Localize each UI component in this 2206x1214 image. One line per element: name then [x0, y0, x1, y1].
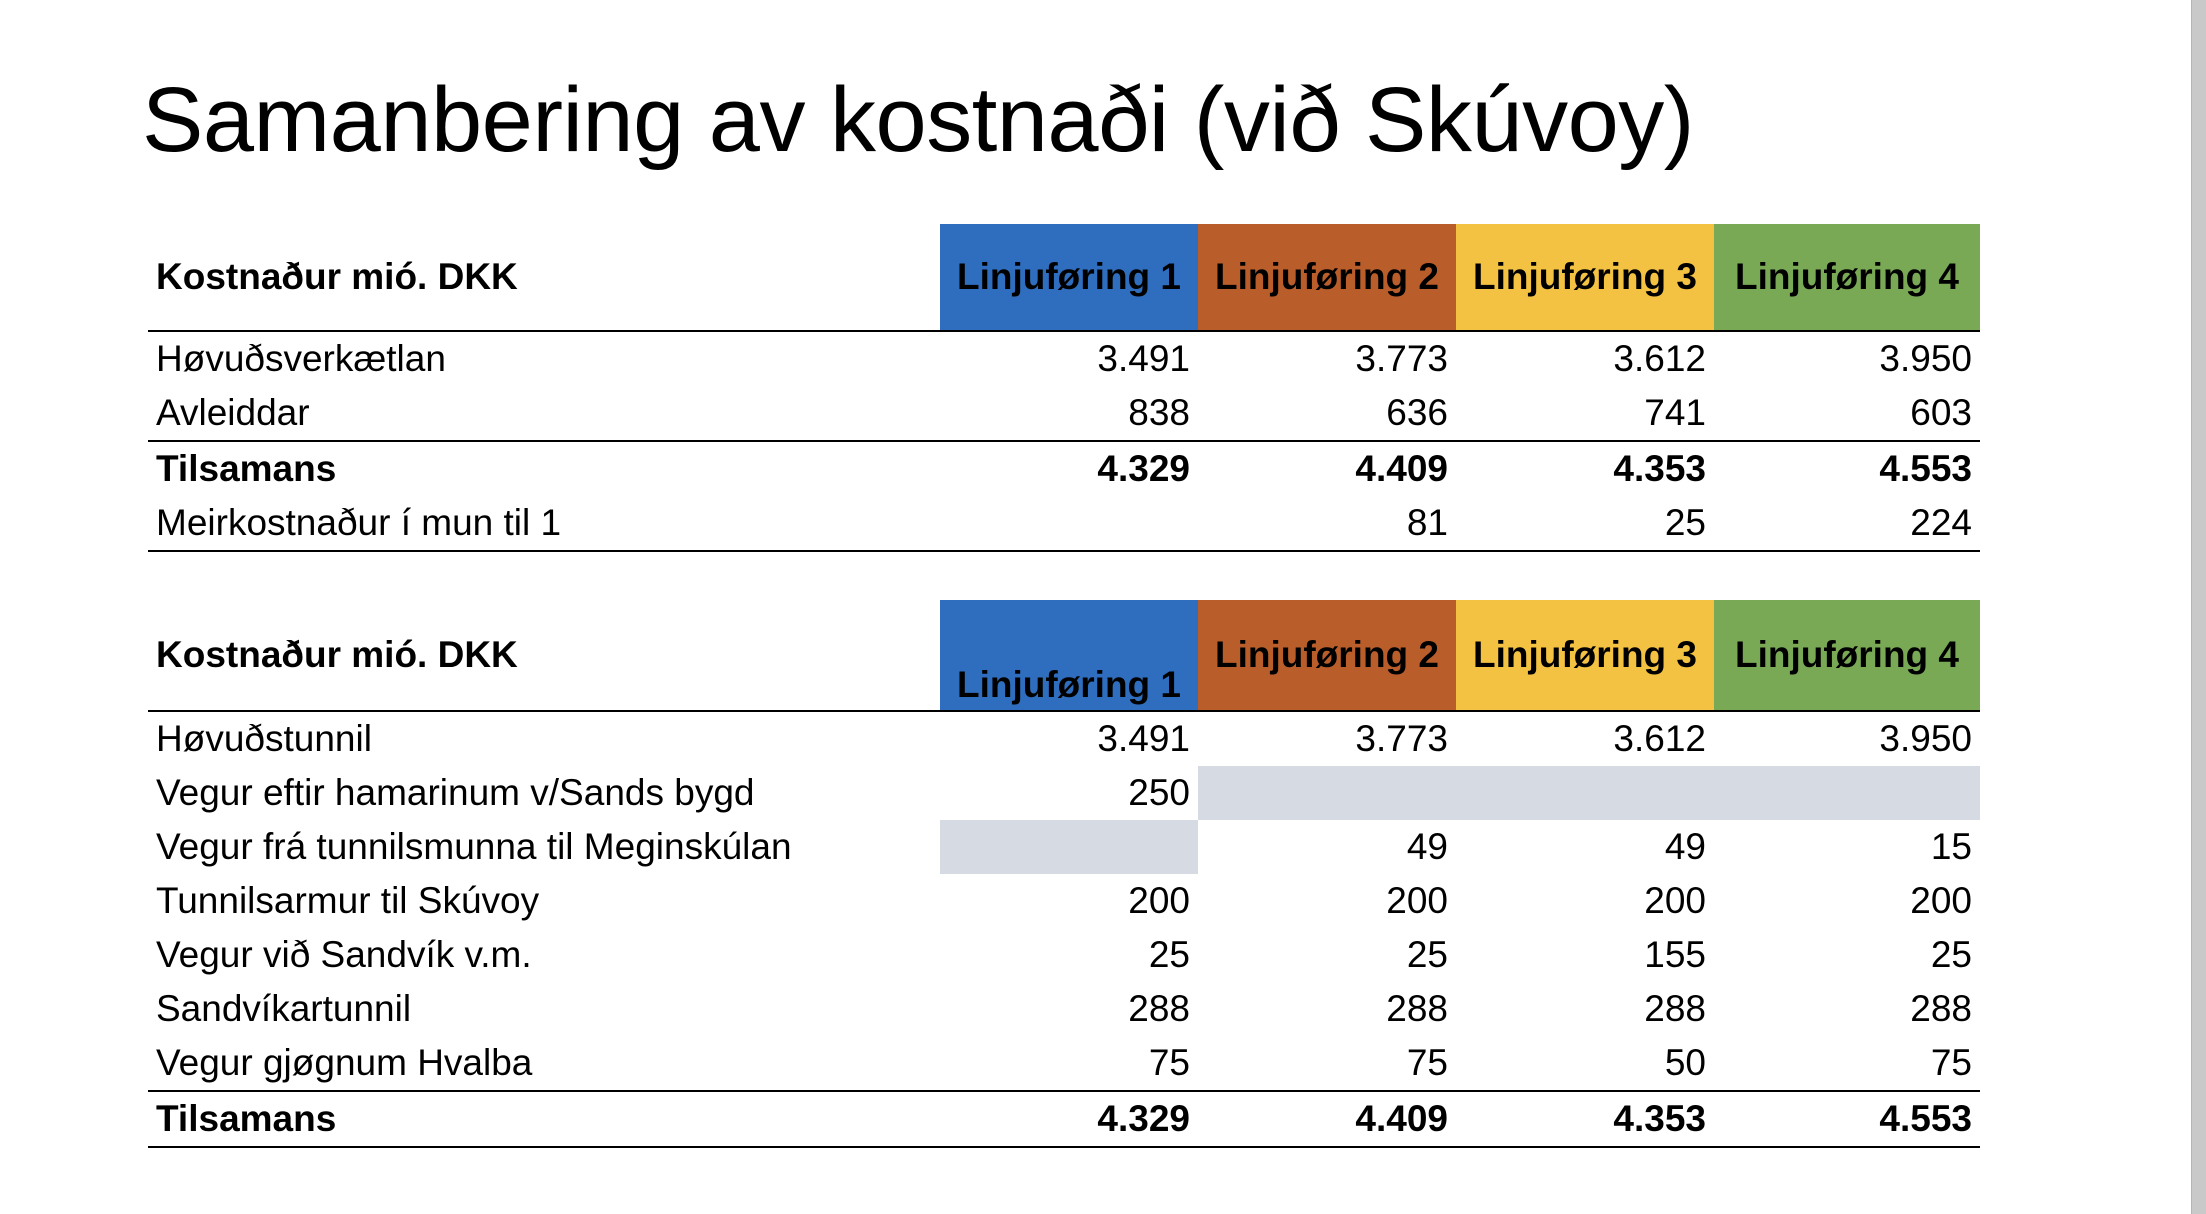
cell-value: 75 — [1406, 1042, 1448, 1083]
total-row — [148, 1091, 1980, 1147]
cell-value: 3.491 — [1097, 718, 1190, 759]
table-row — [148, 874, 1980, 928]
cell-value: 4.409 — [1198, 441, 1456, 496]
row-label: Vegur frá tunnilsmunna til Meginskúlan — [156, 826, 792, 867]
row-label: Avleiddar — [156, 392, 310, 433]
row-label: Høvuðsverkætlan — [156, 338, 446, 379]
cell-value: 603 — [1910, 392, 1972, 433]
row-label: Vegur eftir hamarinum v/Sands bygd — [156, 772, 755, 813]
row-header-label: Kostnaður mió. DKK — [148, 224, 940, 331]
cell-not-applicable — [1198, 766, 1456, 820]
cell-value: 81 — [1198, 496, 1456, 551]
cell-not-applicable — [940, 820, 1198, 874]
column-header-route-3: Linjuføring 3 — [1456, 224, 1714, 331]
table-row — [148, 711, 1980, 766]
table-row — [148, 928, 1980, 982]
column-header-route-2: Linjuføring 2 — [1198, 224, 1456, 331]
cell-value — [940, 496, 1198, 551]
cell-value: 288 — [1386, 988, 1448, 1029]
table-row — [148, 766, 1980, 820]
column-header-route-3: Linjuføring 3 — [1456, 600, 1714, 711]
cell-value: 50 — [1664, 1042, 1706, 1083]
cell-value: 25 — [1148, 934, 1190, 975]
cell-value: 4.353 — [1456, 1091, 1714, 1147]
cell-not-applicable — [1714, 766, 1980, 820]
cell-value: 75 — [1930, 1042, 1972, 1083]
table-header-row — [148, 600, 1980, 711]
table-row — [148, 331, 1980, 386]
table-row — [148, 496, 1980, 551]
total-row — [148, 441, 1980, 496]
column-header-route-2: Linjuføring 2 — [1198, 600, 1456, 711]
cell-value: 155 — [1644, 934, 1706, 975]
cell-value: 15 — [1930, 826, 1972, 867]
cell-not-applicable — [1456, 766, 1714, 820]
cell-value: 25 — [1406, 934, 1448, 975]
row-header-label: Kostnaður mió. DKK — [148, 600, 940, 711]
cell-value: 4.329 — [940, 1091, 1198, 1147]
cost-table-1 — [148, 224, 1980, 552]
cell-value: 49 — [1664, 826, 1706, 867]
cell-value: 4.329 — [940, 441, 1198, 496]
cell-value: 741 — [1644, 392, 1706, 433]
cell-value: 4.353 — [1456, 441, 1714, 496]
column-header-route-1: Linjuføring 1 — [940, 224, 1198, 331]
cell-value: 4.553 — [1714, 1091, 1980, 1147]
cell-value: 49 — [1406, 826, 1448, 867]
cell-value: 75 — [1148, 1042, 1190, 1083]
row-label: Tilsamans — [148, 441, 940, 496]
row-label: Vegur gjøgnum Hvalba — [156, 1042, 533, 1083]
cell-value: 25 — [1456, 496, 1714, 551]
table-row — [148, 386, 1980, 441]
cell-value: 250 — [1128, 772, 1190, 813]
cell-value: 3.773 — [1355, 718, 1448, 759]
row-label: Vegur við Sandvík v.m. — [156, 934, 532, 975]
row-label: Meirkostnaður í mun til 1 — [148, 496, 940, 551]
table-row — [148, 1036, 1980, 1091]
cell-value: 288 — [1128, 988, 1190, 1029]
cell-value: 3.612 — [1613, 718, 1706, 759]
cell-value: 4.553 — [1714, 441, 1980, 496]
cell-value: 3.773 — [1355, 338, 1448, 379]
cell-value: 636 — [1386, 392, 1448, 433]
column-header-route-1: Linjuføring 1 — [940, 600, 1198, 711]
cell-value: 288 — [1910, 988, 1972, 1029]
column-header-route-4: Linjuføring 4 — [1714, 600, 1980, 711]
cell-value: 288 — [1644, 988, 1706, 1029]
cell-value: 200 — [1644, 880, 1706, 921]
table-header-row — [148, 224, 1980, 331]
table-row — [148, 820, 1980, 874]
cell-value: 200 — [1910, 880, 1972, 921]
cell-value: 3.950 — [1879, 718, 1972, 759]
row-label: Tunnilsarmur til Skúvoy — [156, 880, 540, 921]
cell-value: 3.491 — [1097, 338, 1190, 379]
cost-table-2 — [148, 600, 1980, 1148]
column-header-route-4: Linjuføring 4 — [1714, 224, 1980, 331]
cell-value: 3.612 — [1613, 338, 1706, 379]
row-label: Høvuðstunnil — [156, 718, 372, 759]
cell-value: 25 — [1930, 934, 1972, 975]
cell-value: 224 — [1714, 496, 1980, 551]
cell-value: 4.409 — [1198, 1091, 1456, 1147]
cell-value: 200 — [1128, 880, 1190, 921]
row-label: Sandvíkartunnil — [156, 988, 412, 1029]
slide-edge — [2191, 0, 2206, 1214]
table-row — [148, 982, 1980, 1036]
cell-value: 3.950 — [1879, 338, 1972, 379]
cell-value: 200 — [1386, 880, 1448, 921]
row-label: Tilsamans — [148, 1091, 940, 1147]
cell-value: 838 — [1128, 392, 1190, 433]
page-title: Samanbering av kostnaði (við Skúvoy) — [142, 69, 1694, 171]
